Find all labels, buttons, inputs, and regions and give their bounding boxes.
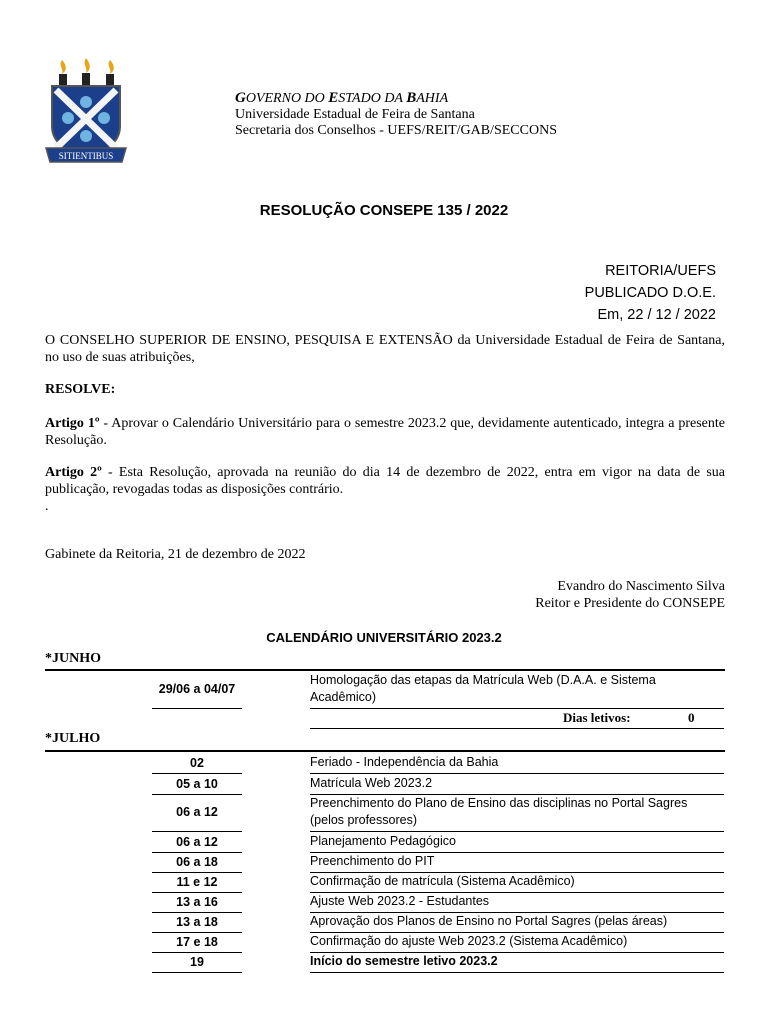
torch-icon [59,60,67,86]
calendar-title: CALENDÁRIO UNIVERSITÁRIO 2023.2 [266,630,502,645]
logo-motto: SITIENTIBUS [58,151,114,161]
stamp-line: PUBLICADO D.O.E. [584,285,716,301]
month-june: *JUNHO [45,651,101,666]
resolve-heading: RESOLVE: [45,382,116,397]
row-divider [152,872,242,873]
institution-header [235,90,557,139]
row-date: 05 a 10 [176,777,218,791]
row-description: Preenchimento do PIT [310,854,435,868]
row-description: Ajuste Web 2023.2 - Estudantes [310,894,490,908]
stamp-date: Em, 22 / 12 / 2022 [597,307,716,323]
row-divider [152,794,242,795]
row-date: 06 a 12 [176,805,218,819]
uefs-coat-of-arms-logo [42,56,130,170]
row-date: 11 e 12 [176,875,218,889]
row-divider [310,972,724,973]
row-divider [152,972,242,973]
dias-letivos-value: 0 [688,710,695,725]
row-description: Confirmação de matrícula (Sistema Acadêmico) [310,874,575,888]
university-name: Universidade Estadual de Feira de Santana [235,107,475,122]
row-description: Planejamento Pedagógico [310,834,456,848]
article-1: Artigo 1º - Aprovar o Calendário Universitário para o semestre 2023.2 que, devidamente autenticado, integra a presente Resolução. [45,416,726,448]
row-date: 17 e 18 [176,935,218,949]
row-divider [152,852,242,853]
row-description: Feriado - Independência da Bahia [310,755,499,769]
publication-stamp [585,260,716,326]
row-divider [152,773,242,774]
torch-icon [106,60,114,86]
row-date: 06 a 12 [176,835,218,849]
signer-role: Reitor e Presidente do CONSEPE [535,596,725,611]
row-divider [310,831,724,832]
month-july: *JULHO [45,731,101,746]
row-divider [152,952,242,953]
row-description: Matrícula Web 2023.2 [310,776,433,790]
government-name: GOVERNO DO ESTADO DA BAHIA [235,90,449,106]
row-divider [152,912,242,913]
place-date: Gabinete da Reitoria, 21 de dezembro de 2022 [45,547,306,562]
row-divider [152,831,242,832]
row-date: 02 [190,756,204,770]
row-description: Aprovação dos Planos de Ensino no Portal Sagres (pelas áreas) [310,914,668,928]
resolution-title: RESOLUÇÃO CONSEPE 135 / 2022 [259,202,509,219]
row-description: Início do semestre letivo 2023.2 [310,954,498,968]
row-date: 19 [190,955,204,969]
intro-paragraph: O CONSELHO SUPERIOR DE ENSINO, PESQUISA E EXTENSÃO da Universidade Estadual de Feira de Santana, no uso de suas atribuições, [45,333,725,365]
stamp-line: REITORIA/UEFS [605,263,716,279]
signer-name: Evandro do Nascimento Silva [557,579,725,594]
stray-dot: . [45,499,49,514]
row-divider [310,773,724,774]
secretariat-name: Secretaria dos Conselhos - UEFS/REIT/GAB/SECCONS [235,123,557,138]
signature-block [535,578,725,612]
row-date: 06 a 18 [176,855,218,869]
row-description: Preenchimento do Plano de Ensino das disciplinas no Portal Sagres (pelos professores) [310,796,688,827]
dias-letivos-label: Dias letivos: [563,710,631,725]
row-date: 13 a 16 [176,895,218,909]
row-description: Confirmação do ajuste Web 2023.2 (Sistema Acadêmico) [310,934,628,948]
row-divider [152,932,242,933]
article-2: Artigo 2º - Esta Resolução, aprovada na reunião do dia 14 de dezembro de 2022, entra em vigor na data de sua publicação, revogadas todas as disposições contrário. [45,465,725,497]
torch-icon [82,58,90,86]
row-divider [152,892,242,893]
row-date: 13 a 18 [176,915,218,929]
